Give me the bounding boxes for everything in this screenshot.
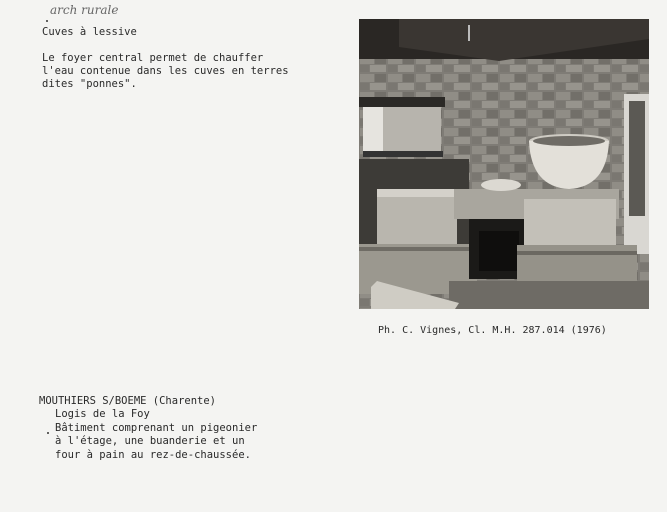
laundry-room-photo [359, 19, 649, 309]
handwritten-note: arch rurale [50, 3, 119, 17]
photograph [359, 19, 649, 309]
caption-title: Cuves à lessive [42, 26, 137, 38]
caption-description: Le foyer central permet de chauffer l'eau contenue dans les cuves en terres dites "ponnes". [42, 52, 289, 90]
building-description: Logis de la Foy Bâtiment comprenant un pigeonier à l'étage, une buanderie et un four à pain au rez-de-chaussée. [55, 408, 258, 461]
location-heading: MOUTHIERS S/BOEME (Charente) [39, 395, 217, 407]
bullet-mark [47, 432, 49, 434]
photo-credit: Ph. C. Vignes, Cl. M.H. 287.014 (1976) [378, 325, 607, 336]
bullet-mark [46, 20, 48, 22]
